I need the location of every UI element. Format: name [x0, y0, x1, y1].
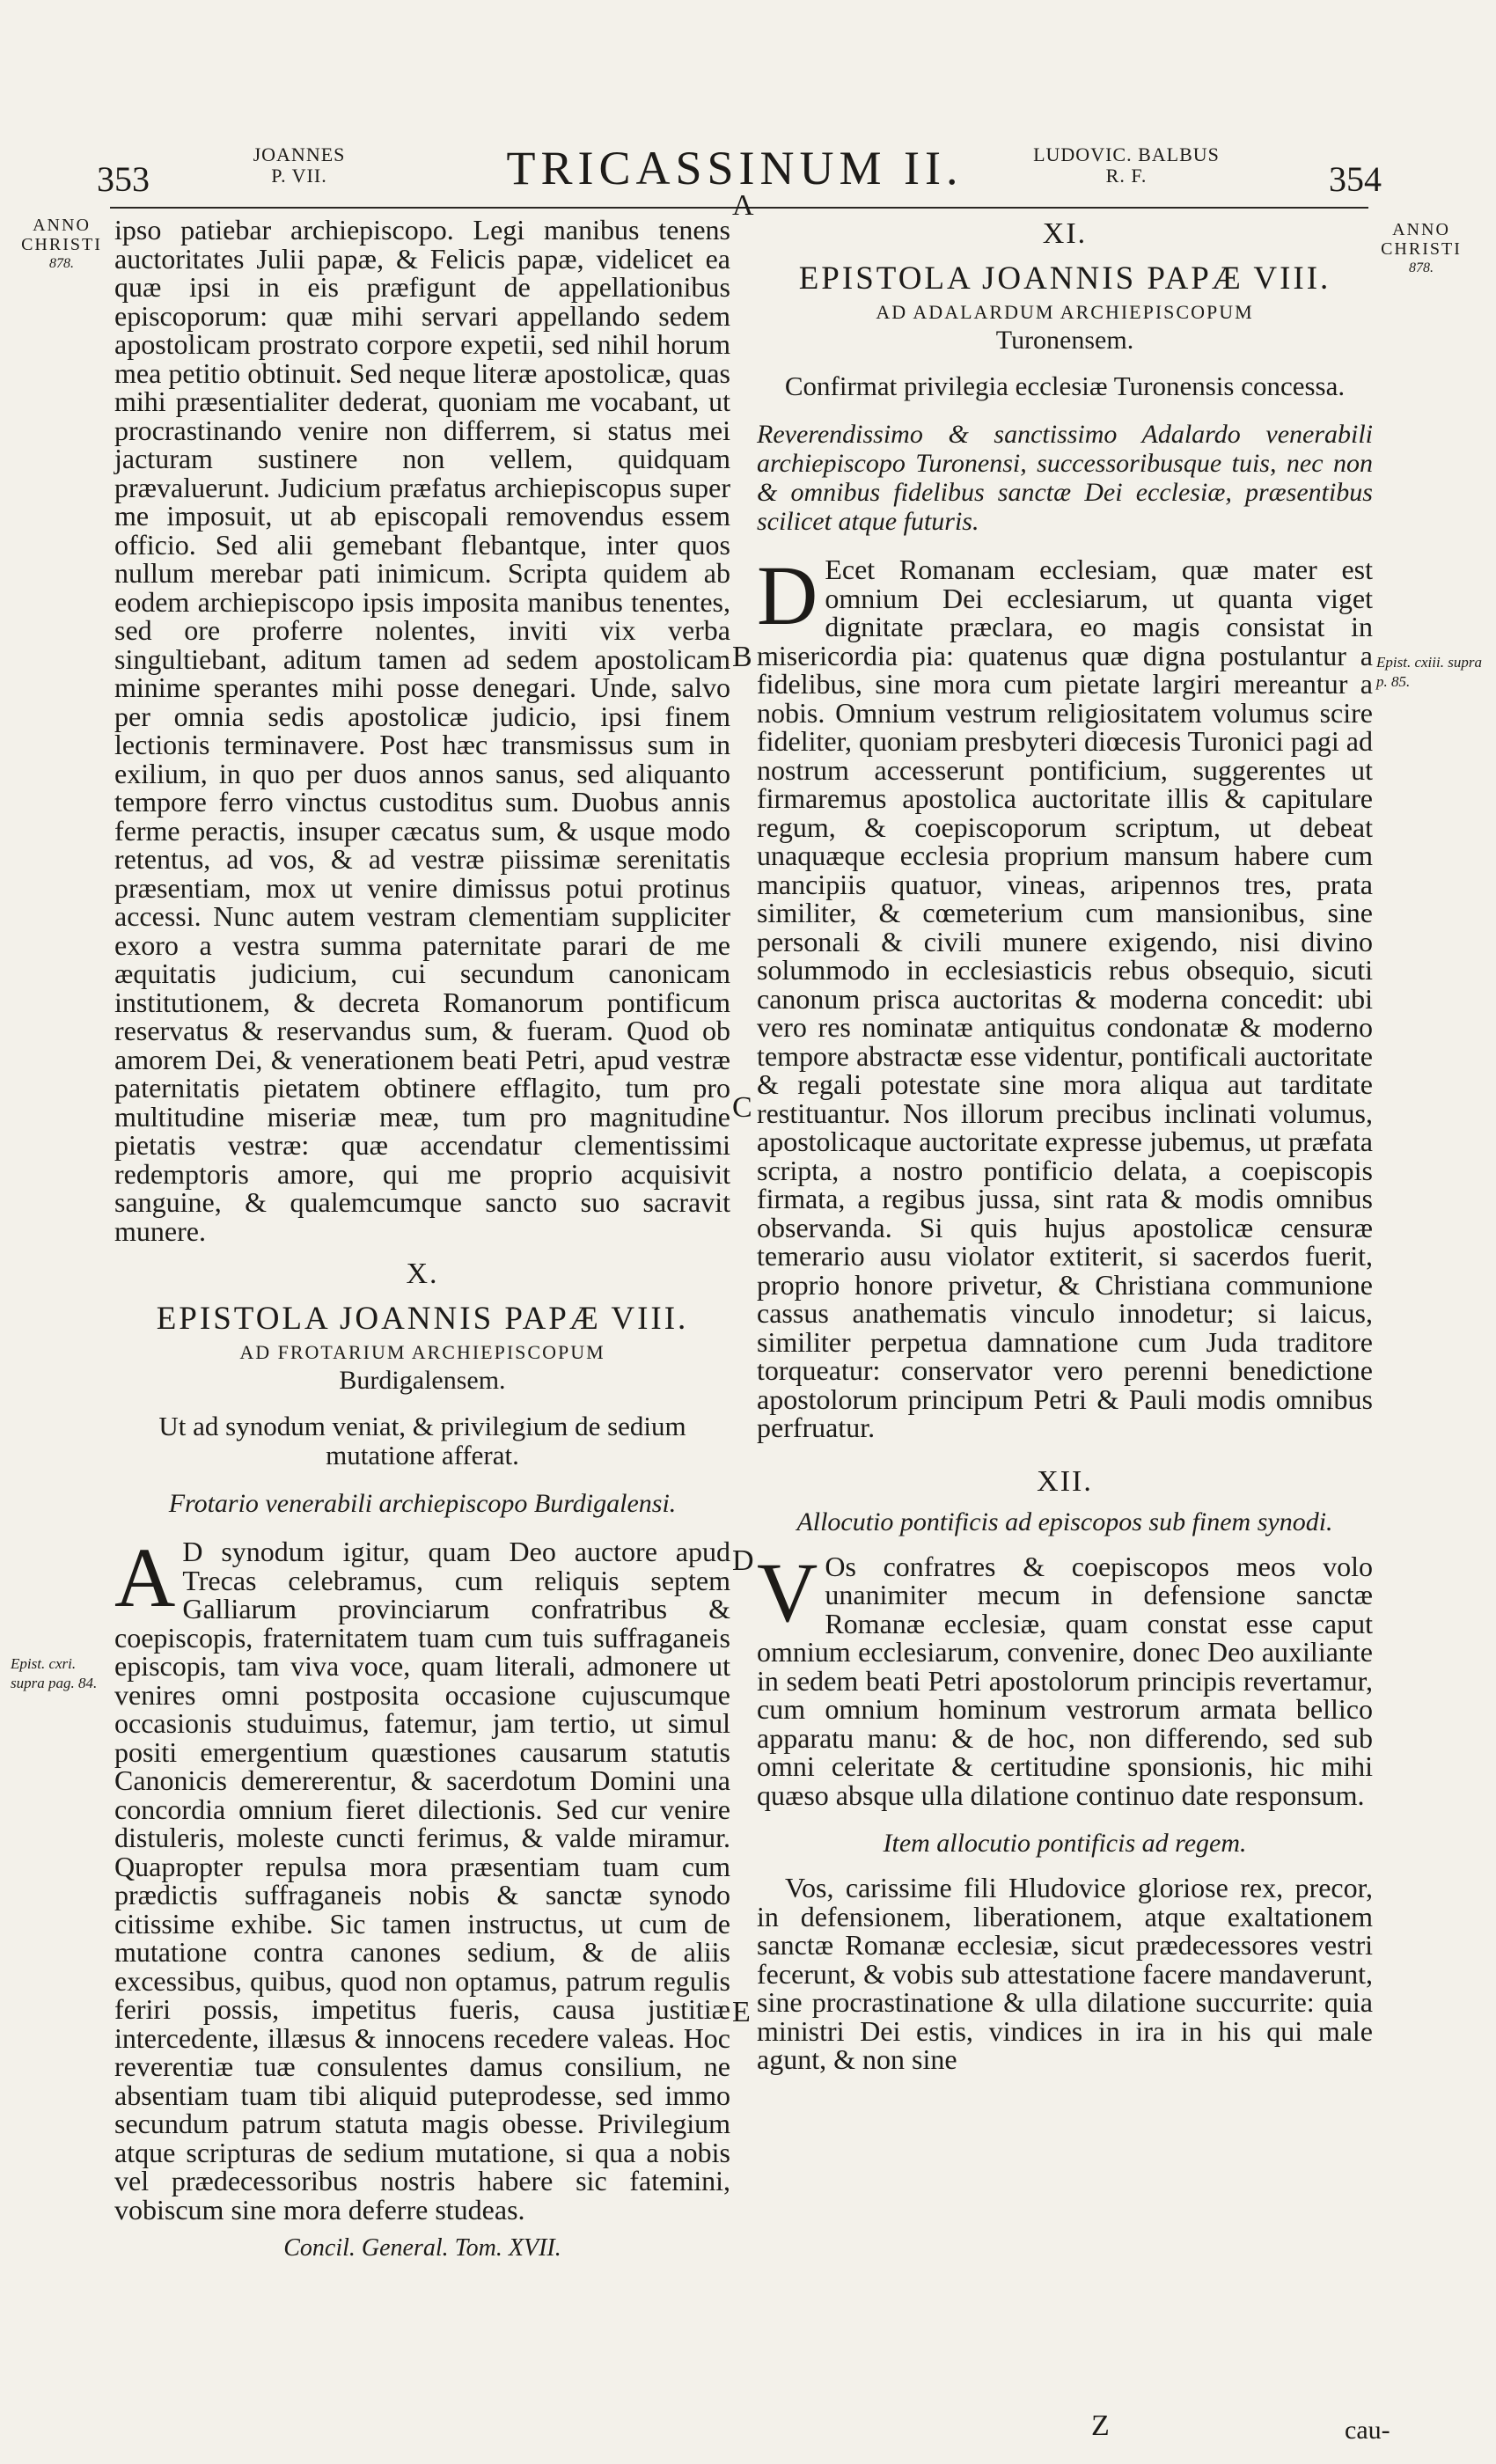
page-number-left: 353: [97, 159, 150, 199]
running-head-left-line1: JOANNES: [253, 143, 346, 165]
section-number-x: X.: [406, 1258, 439, 1290]
page-number-right: 354: [1329, 159, 1382, 199]
running-head-right-line2: R. F.: [1105, 165, 1148, 187]
section-letter-d: D: [732, 1544, 754, 1577]
section-letter-c: C: [732, 1091, 752, 1124]
section-number-xii: XII.: [1037, 1464, 1093, 1498]
margin-note-right: Epist. cxiii. supra p. 85.: [1376, 654, 1482, 690]
epistle-title-x: EPISTOLA JOANNIS PAPÆ VIII.: [156, 1301, 689, 1337]
running-head-right: [1012, 144, 1241, 187]
section-letter-b: B: [732, 641, 752, 673]
right-paragraph-2-text: Os confratres & coepiscopos meos volo unanimiter mecum in defensione sanctæ Romanæ ecclesiæ, quam constat esse caput omnium ecclesiarum, convenire, donec Deo auxiliante in sedem beati Petri apostolorum principis revertamur, cum omnium hominum vestrorum armata bellico apparatu manu: & de hoc, non differendo, sed sub omni celeritate & certitudine sponsionis, hic mihi quæso absque ulla dilatione continuo date responsum.: [757, 1550, 1373, 1811]
left-paragraph-2-text: D synodum igitur, quam Deo auctore apud Trecas celebramus, cum reliquis septem Galliarum provinciarum confratribus & coepiscopis, fraternitatem tuam cum tuis suffraganeis episcopis, tam viva voce, quam literali, admonere ut venires omni postposita occasione cujuscumque occasionis studuimus, fatemur, jam tertio, ut simul positi emergentium quæstiones causarum statutis Canonicis demererentur, & sacerdotum Domini una concordia omnium fieret dilectionis. Sed cur venire distuleris, moleste cuncti ferimus, & valde miramur. Quapropter repulsa mora præsentiam tuam cum prædictis suffraganeis nobis & sanctæ synodo citissime exhibe. Sic tamen instructus, ut cum de mutatione contra canones sedium, & de aliis excessibus, quibus, quod non optamus, patrum regulis feriri possis, impetitus fueris, causa justitiæ intercedente, illæsus & innocens recedere valeas. Hoc reverentiæ tuæ consulentes damus consilium, ne absentiam tuam tibi aliquid puteprodesse, sed immo secundum patrum statuta magis obesse. Privilegium atque scripturas de sedium mutatione, si qua a nobis vel prædecessoribus nostris habere sic fatemini, vobiscum sine mora deferre studeas.: [114, 1536, 730, 2226]
epistle-place-xi: Turonensem.: [995, 326, 1134, 355]
anno-right-line2: CHRISTI: [1381, 239, 1462, 259]
footer-signature: Concil. General. Tom. XVII.: [283, 2234, 561, 2262]
epistle-summary-x: Ut ad synodum veniat, & privilegium de sedium mutatione afferat.: [158, 1411, 686, 1470]
right-column: [757, 216, 1373, 2074]
anno-right-line1: ANNO: [1392, 220, 1450, 239]
anno-left-line1: ANNO: [33, 216, 91, 235]
left-column: [114, 216, 730, 2262]
allocution-summary-king: Item allocutio pontificis ad regem.: [883, 1829, 1247, 1858]
anno-left-year: 878.: [49, 256, 74, 271]
anno-left-line2: CHRISTI: [21, 235, 102, 254]
drop-cap-d: D: [757, 548, 818, 642]
epistle-recipient-x: AD FROTARIUM ARCHIEPISCOPUM: [239, 1341, 605, 1363]
epistle-recipient-xi: AD ADALARDUM ARCHIEPISCOPUM: [876, 301, 1254, 323]
section-number-xi: XI.: [1042, 217, 1088, 250]
allocution-summary-bishops: Allocutio pontificis ad episcopos sub finem synodi.: [796, 1507, 1333, 1536]
running-head-right-line1: LUDOVIC. BALBUS: [1033, 143, 1220, 165]
left-paragraph-2: [114, 1530, 730, 2226]
margin-note-left: Epist. cxri. supra pag. 84.: [11, 1655, 98, 1691]
drop-cap-v: V: [757, 1544, 818, 1639]
right-paragraph-1-text: Ecet Romanam ecclesiam, quæ mater est omnium Dei ecclesiarum, ut quanta viget dignitate præclara, eo magis consistat in misericordia pia: quatenus quæ digna postulantur a fidelibus, sine mora cum pietate largiri mereantur a nobis. Omnium vestrum religiositatem volumus scire fideliter, quoniam presbyteri diœcesis Turonici pagi ad nostrum accesserunt pontificium, suggerentes ut firmaremus apostolica auctoritate illis & capitulare regum, & coepiscoporum scriptum, ut debeat unaquæque ecclesia proprium mansum habere cum mancipiis quatuor, vineas, aripennos tres, prata similiter, & cœmeterium cum mansionibus, sine personali & civili munere exigendo, nisi divino solummodo in ecclesiasticis rebus obsequio, sicuti canonum prisca auctoritas & moderna concedit: ubi vero res nominatæ antiquitus condonatæ & moderno tempore abstractæ esse videntur, pontificali auctoritate & regali potestate sine mora aliqua aut tarditate restituantur. Nos illorum precibus inclinati volumus, apostolicaque auctoritate expresse jubemus, ut præfata scripta, a nostro pontificio delata, a coepiscopis firmata, a regibus jussa, sint rata & modis omnibus observanda. Si quis hujus apostolicæ censuræ temerario ausu violator extiterit, si sacerdos fuerit, proprio honore privetur, & Christiana communione cassus anathematis vinculo innodetur; si laicus, similiter perpetua damnatione cum Juda traditore torqueatur: conservator vero perenni benedictione apostolorum principum Petri & Pauli modis omnibus perfruatur.: [757, 554, 1373, 1443]
running-head-left-line2: P. VII.: [271, 165, 327, 187]
anno-christi-left: [21, 216, 102, 274]
right-paragraph-3: Vos, carissime fili Hludovice gloriose rex, precor, in defensionem, liberationem, atque exaltationem sanctæ Romanæ ecclesiæ, sicut prædecessores vestri fecerunt, & vobis sub attestatione facere mandaverunt, sine procrastinatione & ulla dilatione succurrite: quia ministri Dei estis, vindices in ira in his qui male agunt, & non sine: [757, 1872, 1373, 2075]
running-head-left: [246, 144, 352, 187]
epistle-address-x: Frotario venerabili archiepiscopo Burdigalensi.: [168, 1489, 677, 1518]
drop-cap-a: A: [114, 1530, 176, 1624]
epistle-title-xi: EPISTOLA JOANNIS PAPÆ VIII.: [798, 260, 1331, 297]
anno-right-year: 878.: [1409, 260, 1434, 275]
anno-christi-right: [1373, 220, 1470, 278]
right-paragraph-1: [757, 548, 1373, 1443]
left-paragraph-1: ipso patiebar archiepiscopo. Legi manibus tenens auctoritates Julii papæ, & Felicis papæ, videlicet ea quæ ipsi in eis præfigunt de appellationibus episcoporum: quæ mihi servari appellando sedem apostolicam prostrato corpore expetii, sed nihil horum mea petitio obtinuit. Sed neque literæ apostolicæ, quas mihi præsentialiter dederat, quoniam me vocabant, ut procrastinando venire non differrem, si status mei jacturam sustinere non vellem, quidquam prævaluerunt. Judicium præfatus archiepiscopus super me imposuit, ut ab episcopali removendus essem officio. Sed alii gemebant flebantque, inter quos nullum merebar pati inimicum. Scripta quidem ab eodem archiepiscopo ipsis imposita manibus tenentes, sed ore proferre nolentes, inviti vix verba singultiebant, aditum tamen ad sedem apostolicam minime sperantes mihi posse denegari. Unde, salvo per omnia sedis apostolicæ judicio, ipsi finem lectionis terminavere. Post hæc transmissus sum in exilium, in quo per duos annos sanus, sed aliquanto tempore ferro vinctus custoditus sum. Duobus annis ferme peractis, insuper cæcatus sum, & usque modo retentus, ad vos, & ad vestræ piissimæ serenitatis præsentiam, mox ut venire dimissus potui protinus accessi. Nunc autem vestram clementiam suppliciter exoro a vestra summa paternitate parari de me æquitatis judicium, cui secundum canonicam institutionem, & decreta Romanorum pontificum reservatus & reservandus sum, & fueram. Quod ob amorem Dei, & venerationem beati Petri, apud vestræ paternitatis pietatem obtinere efflagito, tum pro multitudine miseriæ meæ, tum pro magnitudine pietatis vestræ: quæ accendatur clementissimi redemptoris amore, qui me proprio acquisivit sanguine, & qualemcumque sancto suo sacravit munere.: [114, 214, 730, 1247]
epistle-place-x: Burdigalensem.: [339, 1366, 506, 1395]
epistle-address-xi: Reverendissimo & sanctissimo Adalardo venerabili archiepiscopo Turonensi, successoribusque tuis, nec non & omnibus fidelibus sanctæ Dei ecclesiæ, præsentibus scilicet atque futuris.: [757, 420, 1373, 536]
signature-mark: Z: [1091, 2409, 1110, 2442]
page-title: TRICASSINUM II.: [506, 142, 964, 194]
catchword: cau-: [1345, 2416, 1390, 2445]
epistle-summary-xi: Confirmat privilegia ecclesiæ Turonensis concessa.: [784, 370, 1346, 401]
section-letter-e: E: [732, 1996, 751, 2028]
right-paragraph-2: [757, 1544, 1373, 1811]
section-letter-a: A: [732, 189, 754, 222]
